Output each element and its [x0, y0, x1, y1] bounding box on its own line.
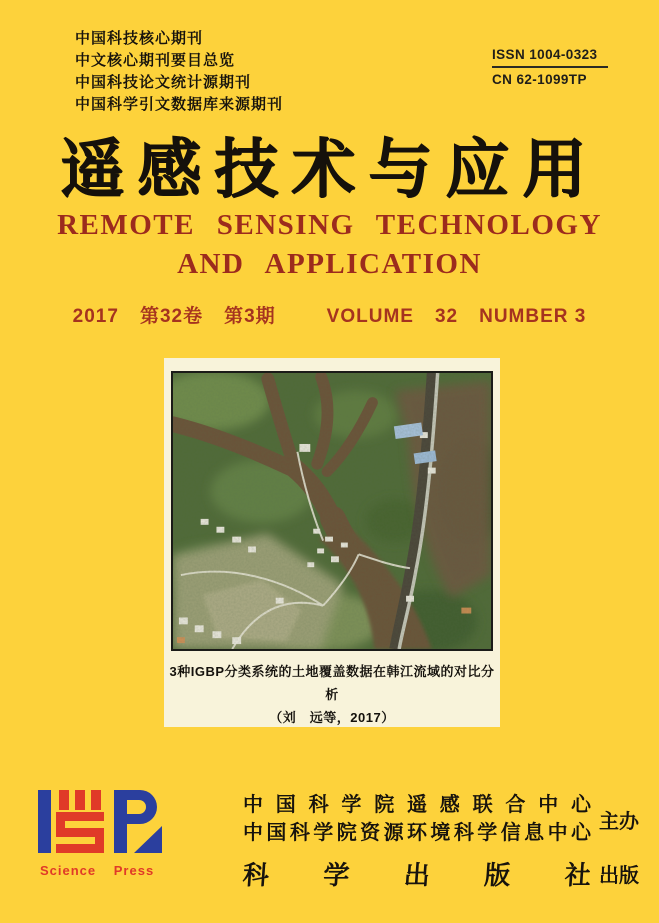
cover-figure-panel [164, 358, 500, 727]
issue-volume-value: 32 [434, 306, 459, 327]
cover-figure-image [171, 371, 493, 651]
science-press-logo-icon [36, 788, 174, 858]
issue-volume-cn: 第32卷 [139, 306, 204, 327]
cn-number: CN 62-1099TP [492, 72, 587, 87]
issue-number-en: NUMBER 3 [479, 306, 587, 327]
organizer-line1: 中国科学院遥感联合中心 [243, 794, 591, 816]
issn-number: ISSN 1004-0323 [492, 47, 608, 68]
organizer-lines [243, 791, 591, 847]
organizer-role: 主办 [599, 810, 639, 833]
badge-line: 中国科技论文统计源期刊 [75, 74, 252, 91]
badge-line: 中文核心期刊要目总览 [75, 52, 236, 69]
figure-caption-title: 3种IGBP分类系统的土地覆盖数据在韩江流域的对比分析 [169, 664, 495, 702]
badge-line: 中国科学引文数据库来源期刊 [75, 96, 284, 113]
journal-title-chinese: 遥感技术与应用 [60, 134, 599, 205]
science-press-label: Science Press [40, 863, 155, 878]
science-press-logo [36, 788, 174, 878]
issue-line [0, 301, 659, 328]
publisher-block [243, 791, 643, 892]
figure-caption [164, 660, 500, 729]
publisher-role: 出版 [599, 865, 639, 887]
accreditation-badges [75, 28, 283, 116]
issn-cn-block [492, 47, 608, 87]
issue-year: 2017 [72, 306, 119, 327]
journal-title-english [0, 206, 659, 284]
badge-line: 中国科技核心期刊 [75, 30, 204, 47]
satellite-image-illustration [173, 373, 491, 649]
publisher-name: 科学出版社 [241, 861, 592, 890]
journal-title-english-line2: AND APPLICATION [177, 248, 482, 280]
issue-number-cn: 第3期 [224, 306, 276, 327]
journal-title-english-line1: REMOTE SENSING TECHNOLOGY [57, 209, 602, 241]
figure-caption-credit: （刘 远等，2017） [269, 710, 395, 725]
issue-volume-en: VOLUME [326, 306, 414, 327]
organizer-line2: 中国科学院资源环境科学信息中心 [243, 822, 591, 844]
